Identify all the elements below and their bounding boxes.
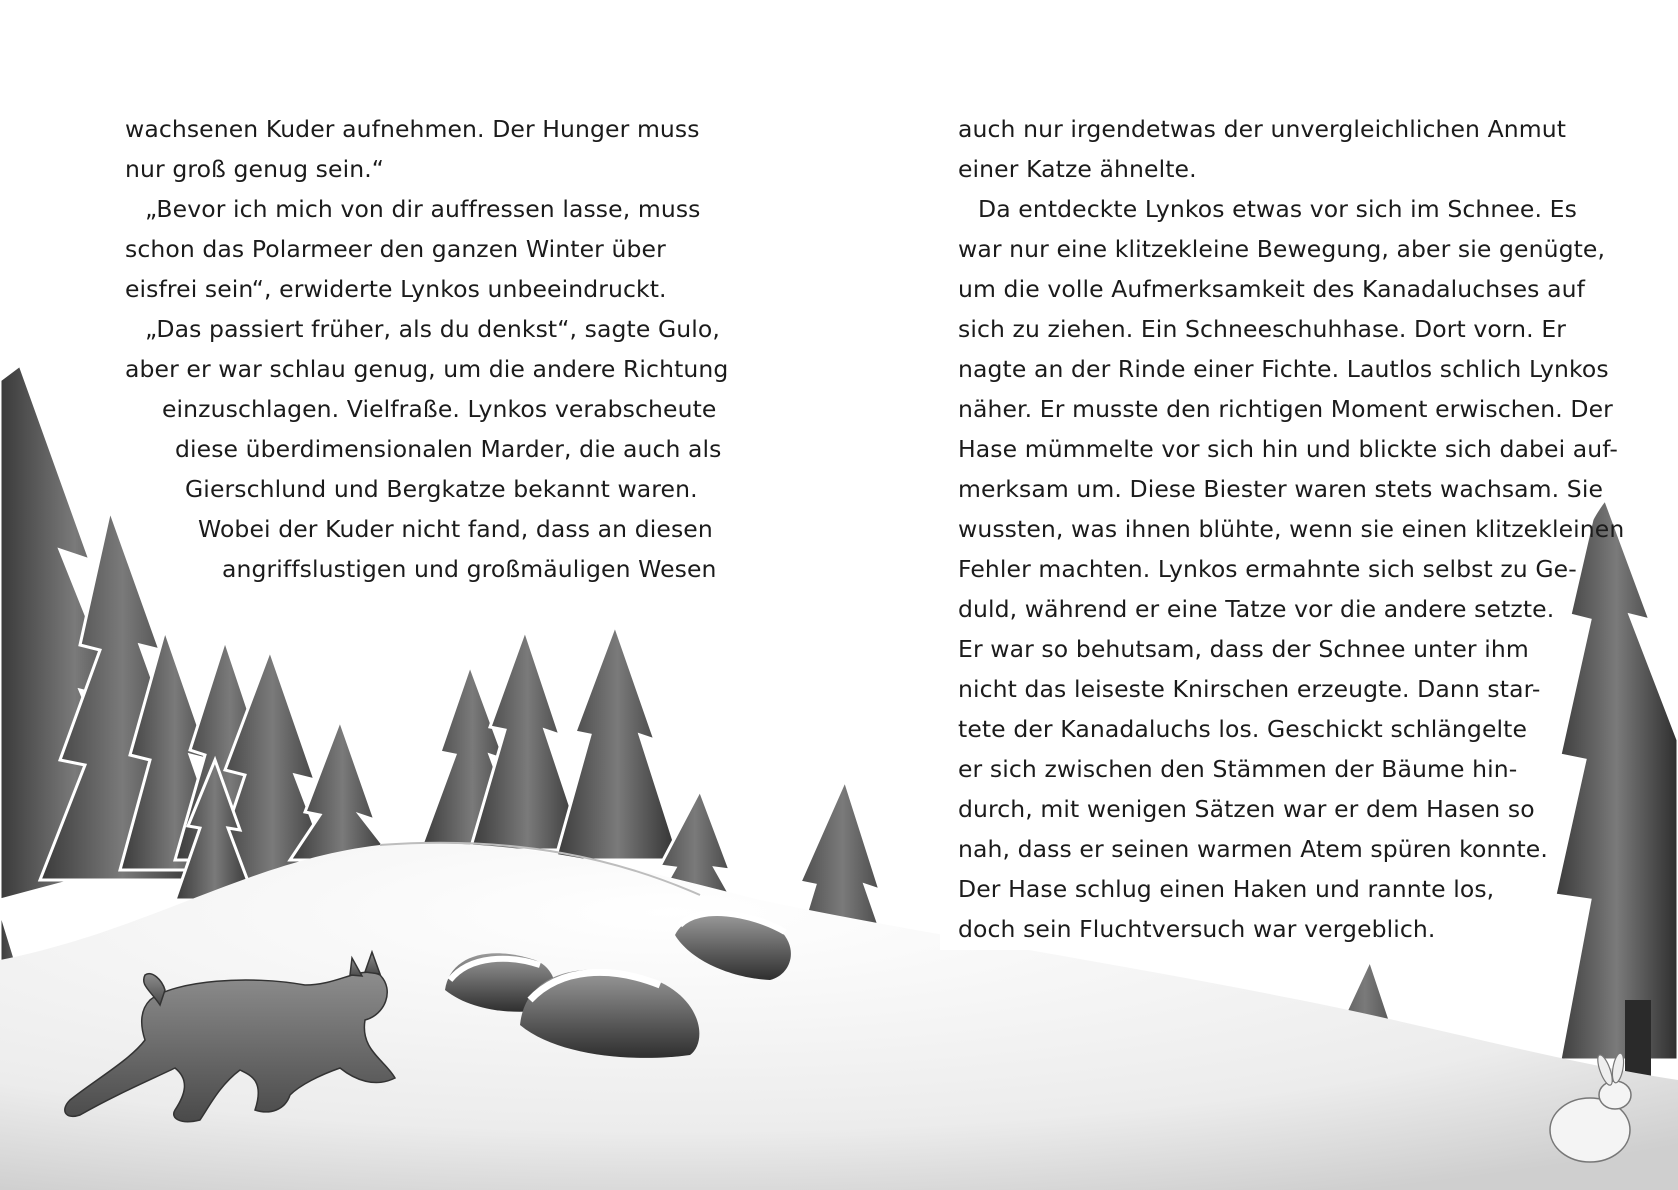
text-line: Da entdeckte Lynkos etwas vor sich im Schnee. Es [978, 195, 1577, 223]
text-line: wachsenen Kuder aufnehmen. Der Hunger muss [125, 115, 700, 143]
text-line: merksam um. Diese Biester waren stets wachsam. Sie [958, 475, 1604, 503]
text-line: Hase mümmelte vor sich hin und blickte sich dabei auf- [958, 435, 1618, 463]
text-line: tete der Kanadaluchs los. Geschickt schlängelte [958, 715, 1527, 743]
text-line: „Bevor ich mich von dir auffressen lasse, muss [145, 195, 701, 223]
text-line: wussten, was ihnen blühte, wenn sie einen klitzekleinen [958, 515, 1625, 543]
text-line: aber er war schlau genug, um die andere Richtung [125, 355, 729, 383]
text-line: einer Katze ähnelte. [958, 155, 1197, 183]
text-line: nicht das leiseste Knirschen erzeugte. Dann star- [958, 675, 1541, 703]
text-line: schon das Polarmeer den ganzen Winter über [125, 235, 666, 263]
text-line: doch sein Fluchtversuch war vergeblich. [958, 915, 1436, 943]
text-line: „Das passiert früher, als du denkst“, sagte Gulo, [145, 315, 720, 343]
text-line: nur groß genug sein.“ [125, 155, 385, 183]
text-line: angriffslustigen und großmäuligen Wesen [222, 555, 717, 583]
text-line: duld, während er eine Tatze vor die andere setzte. [958, 595, 1555, 623]
text-line: einzuschlagen. Vielfraße. Lynkos verabscheute [162, 395, 717, 423]
text-line: er sich zwischen den Stämmen der Bäume hin- [958, 755, 1518, 783]
text-line: Der Hase schlug einen Haken und rannte los, [958, 875, 1495, 903]
text-line: eisfrei sein“, erwiderte Lynkos unbeeindruckt. [125, 275, 667, 303]
text-line: sich zu ziehen. Ein Schneeschuhhase. Dort vorn. Er [958, 315, 1567, 343]
text-line: nah, dass er seinen warmen Atem spüren konnte. [958, 835, 1548, 863]
text-line: auch nur irgendetwas der unvergleichlichen Anmut [958, 115, 1567, 143]
text-line: Wobei der Kuder nicht fand, dass an diesen [198, 515, 713, 543]
text-line: Gierschlund und Bergkatze bekannt waren. [185, 475, 698, 503]
text-line: war nur eine klitzekleine Bewegung, aber sie genügte, [958, 235, 1606, 263]
text-line: diese überdimensionalen Marder, die auch als [175, 435, 722, 463]
text-line: um die volle Aufmerksamkeit des Kanadaluchses auf [958, 275, 1585, 303]
text-line: Fehler machten. Lynkos ermahnte sich selbst zu Ge- [958, 555, 1577, 583]
text-line: Er war so behutsam, dass der Schnee unter ihm [958, 635, 1529, 663]
text-line: näher. Er musste den richtigen Moment erwischen. Der [958, 395, 1613, 423]
text-line: nagte an der Rinde einer Fichte. Lautlos schlich Lynkos [958, 355, 1609, 383]
text-line: durch, mit wenigen Sätzen war er dem Hasen so [958, 795, 1535, 823]
